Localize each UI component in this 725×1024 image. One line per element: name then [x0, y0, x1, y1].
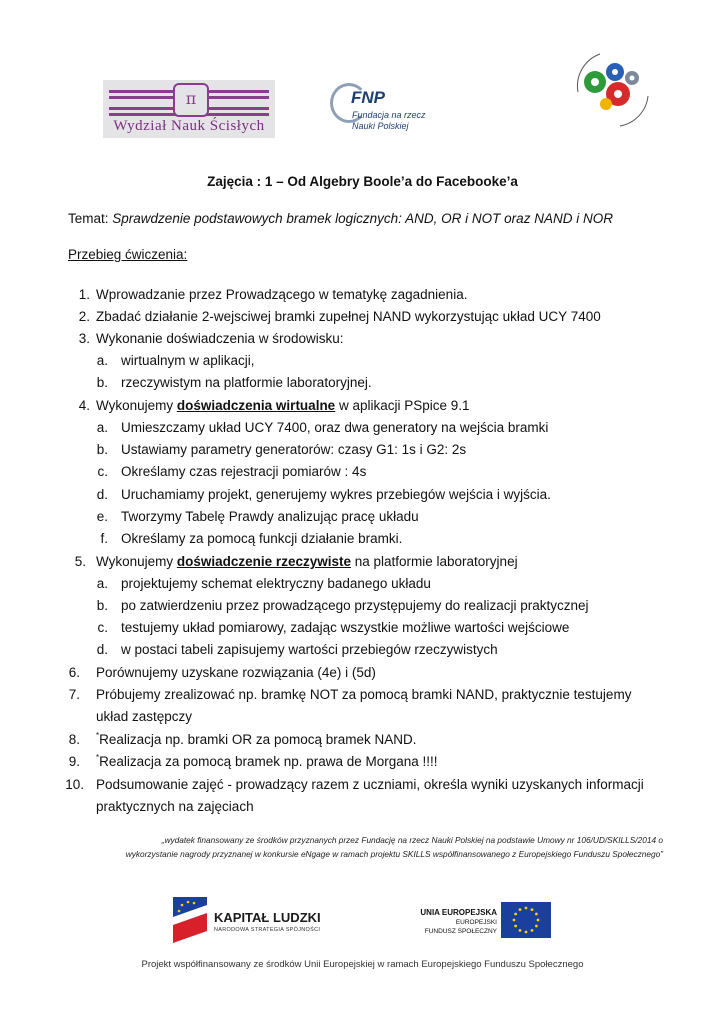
fnp-logo: [330, 83, 440, 138]
list-item: Wprowadzanie przez Prowadzącego w tematykę zagadnienia.: [96, 287, 468, 302]
funding-note-line-2: wykorzystanie nagrody przyznanej w konkursie eNgage w ramach projektu SKILLS współfinansowanego z Europejskiego Funduszu Społecznego”: [125, 849, 663, 859]
virtual-experiments-emphasis: doświadczenia wirtualne: [176, 398, 336, 413]
eu-flag-icon: [501, 902, 551, 938]
sub-item: Określamy czas rejestracji pomiarów : 4s: [121, 464, 367, 479]
list-item-number: 7.: [68, 687, 80, 702]
esf-line-1: EUROPEJSKI: [455, 919, 497, 926]
kapital-ludzki-logo: [173, 897, 323, 943]
fnp-name: Fundacja na rzecz Nauki Polskiej: [352, 110, 426, 131]
sub-item: Tworzymy Tabelę Prawdy analizując pracę układu: [121, 509, 419, 524]
list-item-number: 10.: [65, 777, 84, 792]
list-item: Wykonujemy doświadczenia wirtualne w aplikacji PSpice 9.1: [96, 398, 470, 413]
document-title: Zajęcia : 1 – Od Algebry Boole’a do Facebooke’a: [207, 174, 518, 189]
eu-logo: [410, 900, 555, 944]
list-item: Wykonujemy doświadczenie rzeczywiste na platformie laboratoryjnej: [96, 554, 518, 569]
sub-item: Umieszczamy układ UCY 7400, oraz dwa generatory na wejścia bramki: [121, 420, 549, 435]
gears-icon: [560, 44, 660, 144]
topic-text: Sprawdzenie podstawowych bramek logicznych: AND, OR i NOT oraz NAND i NOR: [112, 211, 613, 226]
sub-item: rzeczywistym na platformie laboratoryjnej.: [121, 375, 372, 390]
sub-item-letter: b.: [96, 598, 108, 613]
list-item: *Realizacja za pomocą bramek np. prawa de Morgana !!!!: [96, 753, 438, 769]
list-item: Porównujemy uzyskane rozwiązania (4e) i (5d): [96, 665, 376, 680]
sub-item: Ustawiamy parametry generatorów: czasy G1: 1s i G2: 2s: [121, 442, 467, 457]
sub-item-letter: a.: [96, 420, 108, 435]
project-cofinancing-line: Projekt współfinansowany ze środków Unii Europejskiej w ramach Europejskiego Funduszu Społecznego: [141, 959, 584, 970]
sub-item-letter: a.: [96, 576, 108, 591]
list-item-number: 3.: [78, 331, 90, 346]
list-item: Zbadać działanie 2-wejsciwej bramki zupełnej NAND wykorzystując układ UCY 7400: [96, 309, 601, 324]
list-item-continuation: układ zastępczy: [96, 709, 193, 724]
eu-name: UNIA EUROPEJSKA: [420, 908, 497, 917]
sub-item: testujemy układ pomiarowy, zadając wszystkie możliwe wartości wejściowe: [121, 620, 570, 635]
list-item-number: 5.: [74, 554, 86, 569]
list-item-number: 4.: [78, 398, 90, 413]
gears-logo: [560, 44, 660, 144]
list-item: *Realizacja np. bramki OR za pomocą bramek NAND.: [96, 731, 417, 747]
sub-item-letter: e.: [96, 509, 108, 524]
pi-emblem: π: [173, 83, 209, 117]
topic-line: Temat: Sprawdzenie podstawowych bramek logicznych: AND, OR i NOT oraz NAND i NOR: [68, 211, 613, 226]
list-item: Podsumowanie zajęć - prowadzący razem z uczniami, określa wyniki uzyskanych informacji: [96, 777, 644, 792]
sub-item-letter: b.: [96, 442, 108, 457]
sub-item: projektujemy schemat elektryczny badanego układu: [121, 576, 431, 591]
sub-item-letter: b.: [96, 375, 108, 390]
list-item-number: 8.: [68, 732, 80, 747]
sub-item-letter: d.: [96, 642, 108, 657]
sub-item: wirtualnym w aplikacji,: [121, 353, 255, 368]
faculty-logo: [103, 80, 275, 138]
section-heading: Przebieg ćwiczenia:: [68, 247, 188, 262]
sub-item: Określamy za pomocą funkcji działanie bramki.: [121, 531, 403, 546]
sub-item-letter: c.: [97, 620, 108, 635]
sub-item: po zatwierdzeniu przez prowadzącego przystępujemy do realizacji praktycznej: [121, 598, 589, 613]
list-item-number: 6.: [68, 665, 80, 680]
sub-item: w postaci tabeli zapisujemy wartości przebiegów rzeczywistych: [121, 642, 498, 657]
list-item: Próbujemy zrealizować np. bramkę NOT za pomocą bramki NAND, praktycznie testujemy: [96, 687, 632, 702]
list-item-number: 2.: [78, 309, 90, 324]
kapital-ludzki-flag-icon: [173, 897, 207, 943]
funding-note-line-1: „wydatek finansowany ze środków przyznanych przez Fundację na rzecz Nauki Polskiej na podstawie Umowy nr 106/UD/SKILLS/2014 o: [161, 835, 663, 845]
fnp-abbr: FNP: [351, 88, 385, 107]
sub-item: Uruchamiamy projekt, generujemy wykres przebiegów wejścia i wyjścia.: [121, 487, 551, 502]
sub-item-letter: a.: [96, 353, 108, 368]
sub-item-letter: d.: [96, 487, 108, 502]
list-item: Wykonanie doświadczenia w środowisku:: [96, 331, 344, 346]
sub-item-letter: f.: [100, 531, 108, 546]
kapital-ludzki-name: KAPITAŁ LUDZKI: [214, 910, 321, 925]
real-experiment-emphasis: doświadczenie rzeczywiste: [176, 554, 351, 569]
list-item-continuation: praktycznych na zajęciach: [96, 799, 254, 814]
list-item-number: 1.: [78, 287, 90, 302]
faculty-logo-text: Wydział Nauk Ścisłych: [113, 118, 265, 134]
esf-line-2: FUNDUSZ SPOŁECZNY: [424, 928, 497, 935]
sub-item-letter: c.: [97, 464, 108, 479]
kapital-ludzki-subtitle: NARODOWA STRATEGIA SPÓJNOŚCI: [214, 927, 321, 933]
list-item-number: 9.: [68, 754, 80, 769]
